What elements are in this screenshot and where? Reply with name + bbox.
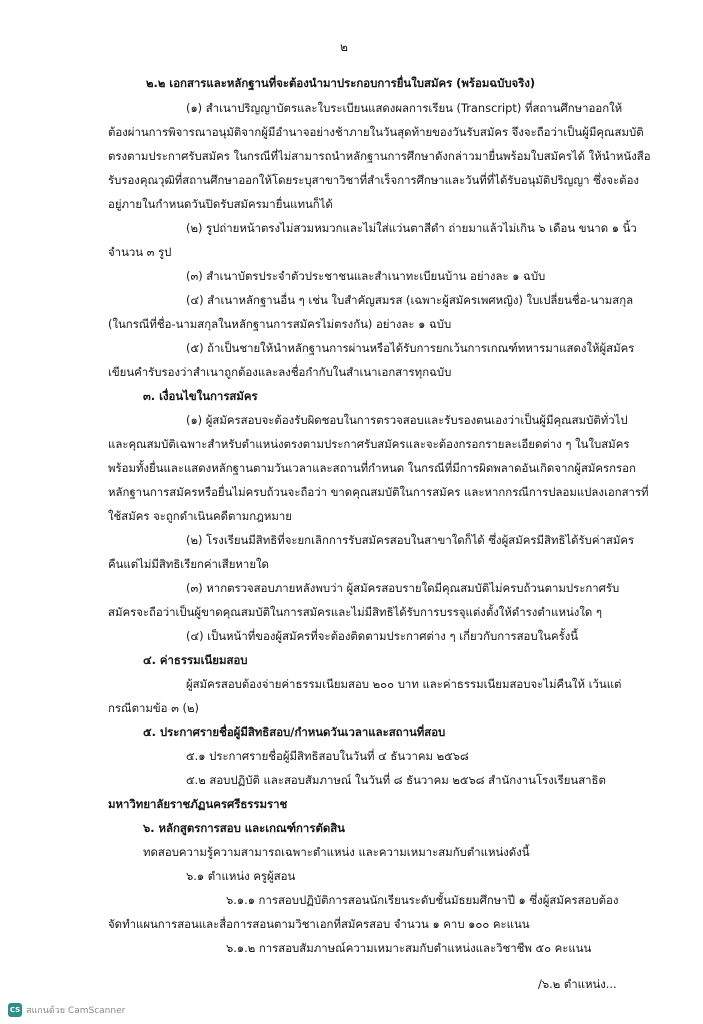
camscanner-logo-icon: CS xyxy=(8,1003,22,1017)
scanner-watermark xyxy=(8,1003,125,1017)
paragraph-line: (๔) เป็นหน้าที่ของผู้สมัครที่จะต้องติดตามประกาศต่าง ๆ เกี่ยวกับการสอบในครั้งนี้ xyxy=(186,629,579,643)
paragraph-line: ๖.๑.๒ การสอบสัมภาษณ์ความเหมาะสมกับตำแหน่งและวิชาชีพ ๕๐ คะแนน xyxy=(226,941,592,955)
paragraph-line: (ในกรณีที่ชื่อ-นามสกุลในหลักฐานการสมัครไม่ตรงกัน) อย่างละ ๑ ฉบับ xyxy=(108,317,452,331)
paragraph-line: (๑) สำเนาปริญญาบัตรและใบระเบียนแสดงผลการเรียน (Transcript) ที่สถานศึกษาออกให้ xyxy=(186,101,623,115)
paragraph-line: (๕) ถ้าเป็นชายให้นำหลักฐานการผ่านหรือได้รับการยกเว้นการเกณฑ์ทหารมาแสดงให้ผู้สมัคร xyxy=(186,341,635,355)
paragraph-line: และคุณสมบัติเฉพาะสำหรับตำแหน่งตรงตามประกาศรับสมัครและจะต้องกรอกรายละเอียดต่าง ๆ ในใบสมัคร xyxy=(108,437,630,451)
paragraph-line: (๓) หากตรวจสอบภายหลังพบว่า ผู้สมัครสอบรายใดมีคุณสมบัติไม่ครบถ้วนตามประกาศรับ xyxy=(186,581,620,595)
paragraph-line: ตรงตามประกาศรับสมัคร ในกรณีที่ไม่สามารถนำหลักฐานการศึกษาดังกล่าวมายื่นพร้อมใบสมัครได้ ให้นำหนังสือ xyxy=(108,149,651,163)
paragraph-line: (๒) โรงเรียนมีสิทธิที่จะยกเลิกการรับสมัครสอบในสาขาใดก็ได้ ซึ่งผู้สมัครมีสิทธิได้รับค่าสมัคร xyxy=(186,533,635,547)
paragraph-line: กรณีตามข้อ ๓ (๒) xyxy=(108,701,199,715)
paragraph-line: หลักฐานการสมัครหรือยื่นไม่ครบถ้วนจะถือว่า ขาดคุณสมบัติในการสมัคร และหากกรณีการปลอมแปลงเอกสารที่ xyxy=(108,485,649,499)
paragraph-line: (๒) รูปถ่ายหน้าตรงไม่สวมหมวกและไม่ใส่แว่นตาสีดำ ถ่ายมาแล้วไม่เกิน ๖ เดือน ขนาด ๑ นิ้ว xyxy=(186,221,637,235)
paragraph-line: ๕.๒ สอบปฏิบัติ และสอบสัมภาษณ์ ในวันที่ ๘ ธันวาคม ๒๕๖๘ สำนักงานโรงเรียนสาธิต xyxy=(186,773,606,787)
section-heading: ๒.๒ เอกสารและหลักฐานที่จะต้องนำมาประกอบการยื่นใบสมัคร (พร้อมฉบับจริง) xyxy=(146,76,536,90)
paragraph-line: (๓) สำเนาบัตรประจำตัวประชาชนและสำเนาทะเบียนบ้าน อย่างละ ๑ ฉบับ xyxy=(186,269,546,283)
paragraph-line: ต้องผ่านการพิจารณาอนุมัติจากผู้มีอำนาจอย่างช้าภายในวันสุดท้ายของวันรับสมัคร จึงจะถือว่าเป็นผู้มีคุณสมบัติ xyxy=(108,125,644,139)
paragraph-line: ๖.๑.๑ การสอบปฏิบัติการสอนนักเรียนระดับชั้นมัธยมศึกษาปี ๑ ซึ่งผู้สมัครสอบต้อง xyxy=(226,893,619,907)
page-number: ๒ xyxy=(340,40,348,54)
paragraph-line: สมัครจะถือว่าเป็นผู้ขาดคุณสมบัติในการสมัครและไม่มีสิทธิได้รับการบรรจุแต่งตั้งให้ดำรงตำแหน่งใด ๆ xyxy=(108,605,603,619)
paragraph-line: ๖.๑ ตำแหน่ง ครูผู้สอน xyxy=(186,869,296,883)
paragraph-line: อยู่ภายในกำหนดวันปิดรับสมัครมายื่นแทนก็ได้ xyxy=(108,197,333,211)
scanner-text: สแกนด้วย CamScanner xyxy=(26,1006,126,1016)
paragraph-line: ผู้สมัครสอบต้องจ่ายค่าธรรมเนียมสอบ ๒๐๐ บาท และค่าธรรมเนียมสอบจะไม่คืนให้ เว้นแต่ xyxy=(186,677,622,691)
paragraph-line: จัดทำแผนการสอนและสื่อการสอนตามวิชาเอกที่สมัครสอบ จำนวน ๑ คาบ ๑๐๐ คะแนน xyxy=(108,917,530,931)
paragraph-line: ๕.๑ ประกาศรายชื่อผู้มีสิทธิสอบในวันที่ ๔ ธันวาคม ๒๕๖๘ xyxy=(186,749,469,763)
section-heading: ๖. หลักสูตรการสอบ และเกณฑ์การตัดสิน xyxy=(143,821,345,835)
paragraph-line: จำนวน ๓ รูป xyxy=(108,245,172,259)
paragraph-line: (๑) ผู้สมัครสอบจะต้องรับผิดชอบในการตรวจสอบและรับรองตนเองว่าเป็นผู้มีคุณสมบัติทั่วไป xyxy=(186,413,628,427)
paragraph-line: ใช้สมัคร จะถูกดำเนินคดีตามกฎหมาย xyxy=(108,509,292,523)
section-heading: ๕. ประกาศรายชื่อผู้มีสิทธิสอบ/กำหนดวันเวลาและสถานที่สอบ xyxy=(143,725,446,739)
paragraph-line: รับรองคุณวุฒิที่สถานศึกษาออกให้โดยระบุสาขาวิชาที่สำเร็จการศึกษาและวันที่ที่ได้รับอนุมัติปริญญา ซึ่งจะต้อง xyxy=(108,173,639,187)
paragraph-line: ทดสอบความรู้ความสามารถเฉพาะตำแหน่ง และความเหมาะสมกับตำแหน่งดังนี้ xyxy=(143,845,530,859)
section-heading: ๔. ค่าธรรมเนียมสอบ xyxy=(143,653,248,667)
paragraph-line: พร้อมทั้งยื่นและแสดงหลักฐานตามวันเวลาและสถานที่กำหนด ในกรณีที่มีการผิดพลาดอันเกิดจากผู้สมัครกรอก xyxy=(108,461,636,475)
paragraph-line: คืนแต่ไม่มีสิทธิเรียกค่าเสียหายใด xyxy=(108,557,269,571)
paragraph-line: (๔) สำเนาหลักฐานอื่น ๆ เช่น ใบสำคัญสมรส (เฉพาะผู้สมัครเพศหญิง) ใบเปลี่ยนชื่อ-นามสกุล xyxy=(186,293,634,307)
paragraph-line: มหาวิทยาลัยราชภัฏนครศรีธรรมราช xyxy=(108,797,288,811)
section-heading: ๓. เงื่อนไขในการสมัคร xyxy=(143,389,258,403)
continuation-note: /๖.๒ ตำแหน่ง... xyxy=(538,977,617,991)
paragraph-line: เขียนคำรับรองว่าสำเนาถูกต้องและลงชื่อกำกับในสำเนาเอกสารทุกฉบับ xyxy=(108,365,452,379)
